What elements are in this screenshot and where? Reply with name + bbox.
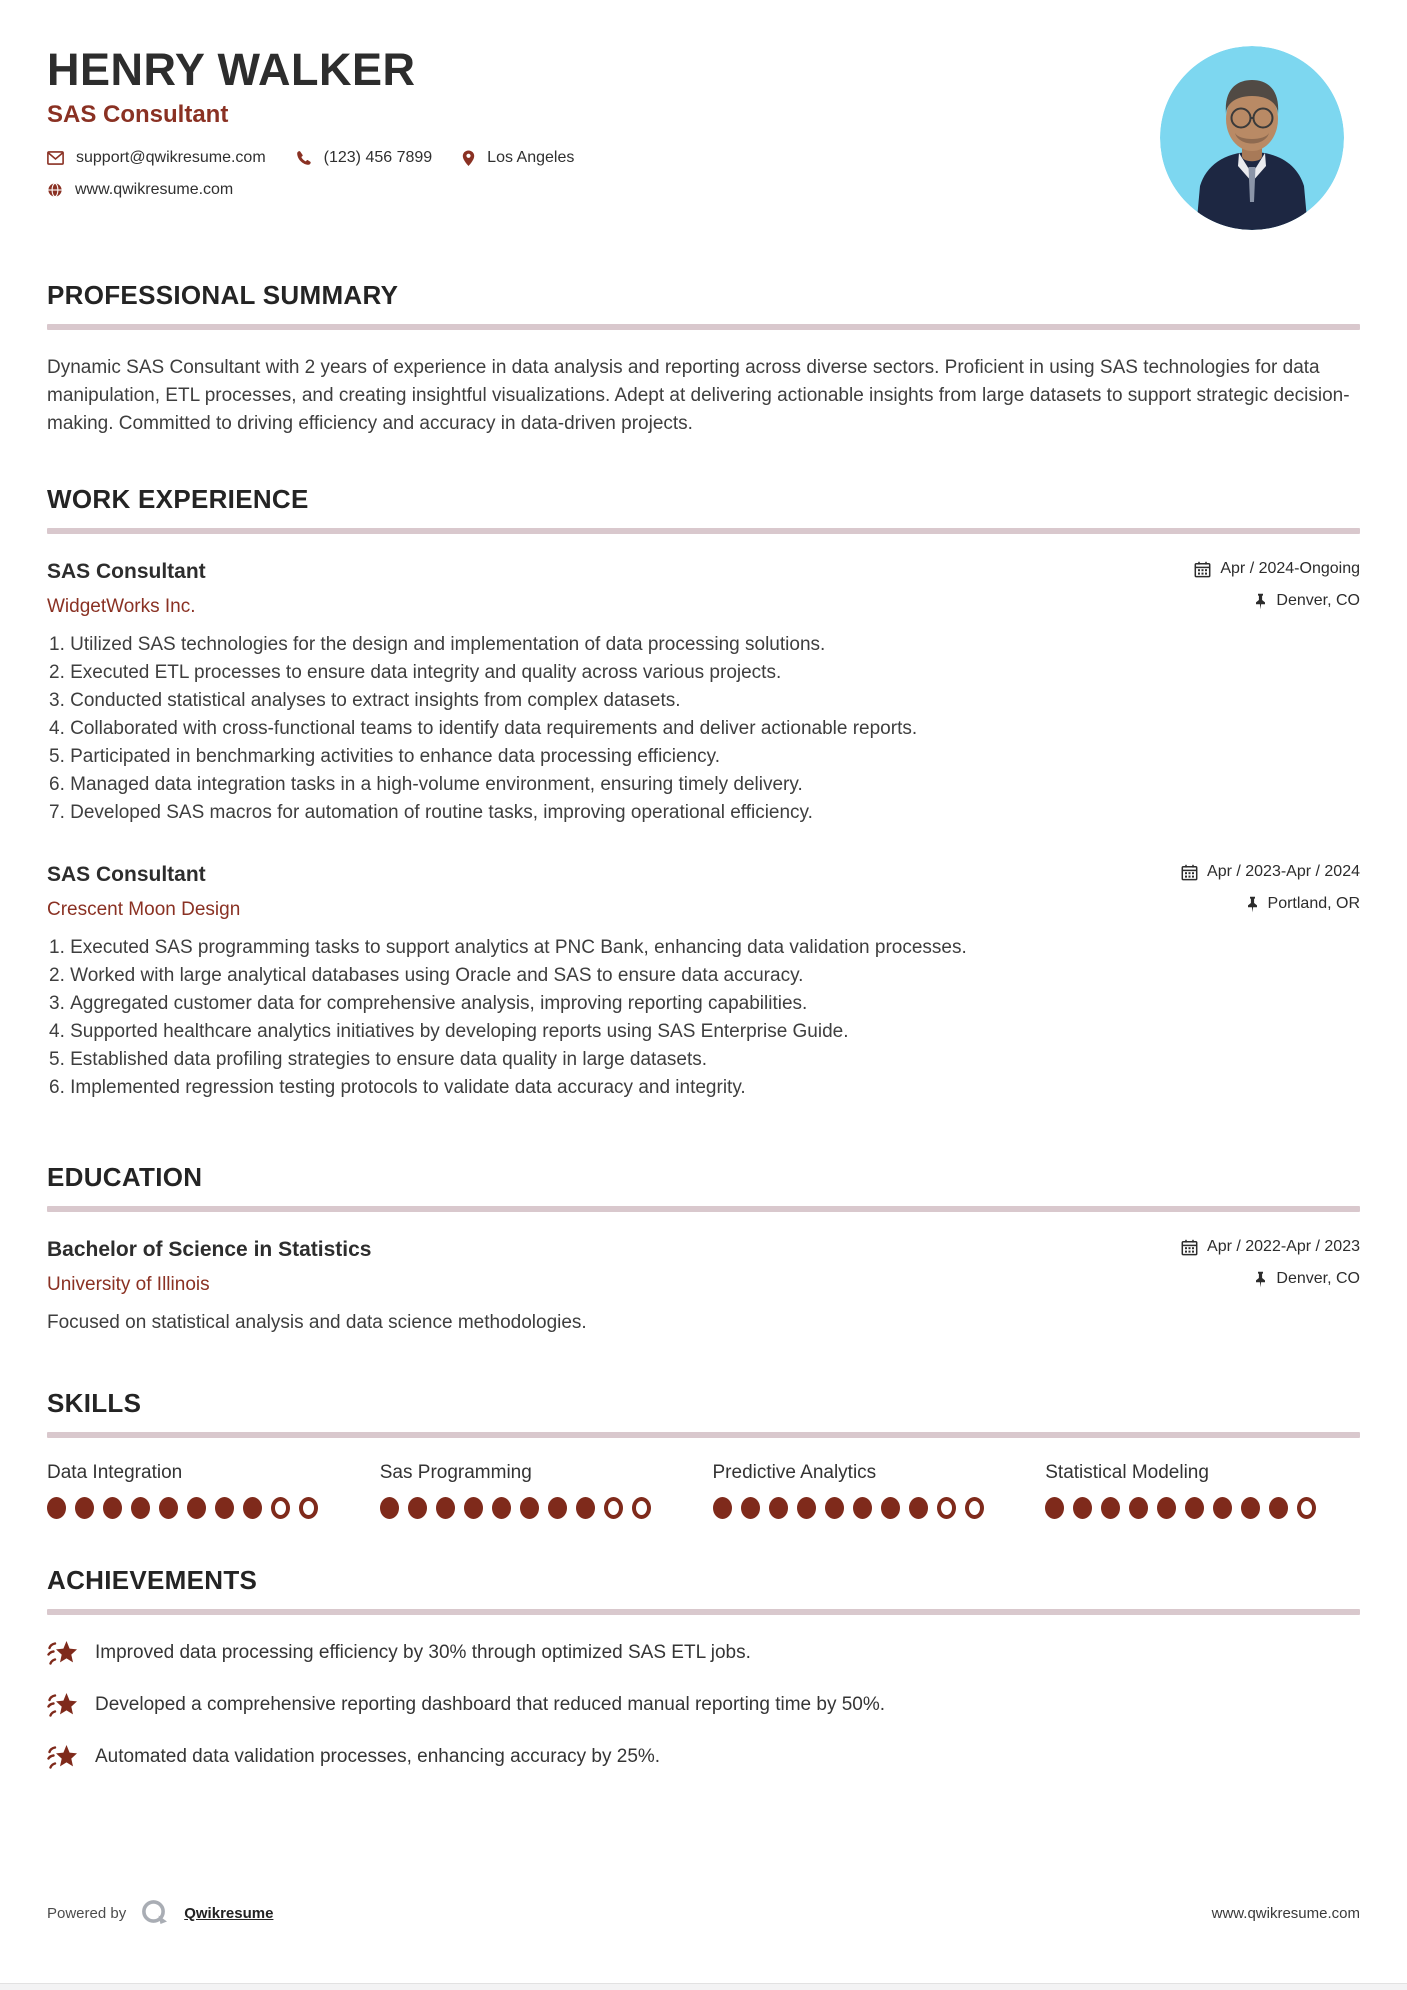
section-skills — [47, 1388, 1360, 1519]
rating-dot-filled — [103, 1497, 122, 1519]
star-badge-icon — [47, 1639, 78, 1667]
achievement-text: Developed a comprehensive reporting dashboard that reduced manual reporting time by 50%. — [95, 1694, 886, 1715]
rating-dot-filled — [131, 1497, 150, 1519]
education-heading: EDUCATION — [47, 1162, 203, 1192]
section-education — [47, 1162, 1360, 1334]
job-company: Crescent Moon Design — [47, 899, 241, 920]
education-meta — [1181, 1238, 1360, 1288]
rating-dot-empty — [937, 1497, 956, 1519]
task-item: 4. Supported healthcare analytics initiatives by developing reports using SAS Enterprise Guide. — [49, 1021, 1360, 1042]
skill-data-integration — [47, 1462, 362, 1519]
profile-photo — [1160, 46, 1344, 230]
heading-rule — [47, 1432, 1360, 1438]
rating-dot-empty — [604, 1497, 623, 1519]
qwikresume-link[interactable]: Qwikresume — [184, 1904, 274, 1922]
rating-dot-filled — [159, 1497, 178, 1519]
education-location — [1181, 1270, 1360, 1288]
rating-dot-filled — [1129, 1497, 1148, 1519]
job-dates — [1181, 863, 1360, 881]
job-dates-text: Apr / 2023-Apr / 2024 — [1207, 863, 1360, 880]
section-experience — [47, 484, 1360, 1098]
achievement-row — [47, 1743, 1360, 1771]
education-location-text: Denver, CO — [1276, 1270, 1360, 1287]
task-item: 3. Aggregated customer data for comprehensive analysis, improving reporting capabilities. — [49, 993, 1360, 1014]
contact-row-1 — [47, 149, 574, 167]
person-job-title: SAS Consultant — [47, 101, 229, 129]
rating-dot-filled — [548, 1497, 567, 1519]
job-2-meta — [1181, 863, 1360, 913]
rating-dot-filled — [464, 1497, 483, 1519]
rating-dot-filled — [492, 1497, 511, 1519]
rating-dot-filled — [215, 1497, 234, 1519]
job-title: SAS Consultant — [47, 863, 206, 886]
experience-heading: WORK EXPERIENCE — [47, 484, 309, 514]
degree-title: Bachelor of Science in Statistics — [47, 1238, 372, 1261]
task-item: 7. Developed SAS macros for automation of routine tasks, improving operational efficiency. — [49, 802, 1360, 823]
pushpin-icon — [1246, 896, 1259, 913]
footer — [47, 1898, 1360, 1928]
job-company: WidgetWorks Inc. — [47, 596, 196, 617]
rating-dot-filled — [380, 1497, 399, 1519]
rating-dot-filled — [1073, 1497, 1092, 1519]
calendar-icon — [1194, 561, 1211, 578]
achievement-text: Automated data validation processes, enhancing accuracy by 25%. — [95, 1746, 661, 1767]
skill-name: Predictive Analytics — [712, 1462, 877, 1483]
rating-dot-filled — [408, 1497, 427, 1519]
skill-name: Sas Programming — [379, 1462, 532, 1483]
education-left — [47, 1238, 371, 1296]
rating-dot-filled — [436, 1497, 455, 1519]
header-info — [47, 46, 574, 199]
heading-rule — [47, 324, 1360, 330]
contact-email — [47, 149, 266, 167]
heading-rule — [47, 1206, 1360, 1212]
task-item: 1. Executed SAS programming tasks to support analytics at PNC Bank, enhancing data validation processes. — [49, 937, 1360, 958]
task-item: 2. Worked with large analytical databases using Oracle and SAS to ensure data accuracy. — [49, 965, 1360, 986]
summary-text: Dynamic SAS Consultant with 2 years of experience in data analysis and reporting across diverse sectors. Proficient in using SAS technologies for data manipulation, ETL processes, and creating insightful visualizations. Adept at delivering actionable insights from large datasets to support strategic decision-making. Committed to driving efficiency and accuracy in data-driven projects. — [47, 357, 1350, 434]
pushpin-icon — [1254, 1271, 1267, 1288]
task-item: 6. Managed data integration tasks in a high-volume environment, ensuring timely delivery. — [49, 774, 1360, 795]
rating-dot-filled — [520, 1497, 539, 1519]
star-badge-icon — [47, 1691, 78, 1719]
job-location — [1181, 895, 1360, 913]
education-dates-text: Apr / 2022-Apr / 2023 — [1207, 1238, 1360, 1255]
footer-brand-group — [47, 1898, 273, 1928]
powered-by-label: Powered by — [47, 1904, 127, 1922]
section-achievements — [47, 1565, 1360, 1771]
rating-dot-filled — [576, 1497, 595, 1519]
email-text: support@qwikresume.com — [76, 149, 266, 167]
job-location-text: Portland, OR — [1267, 895, 1360, 912]
rating-dot-empty — [271, 1497, 290, 1519]
location-text: Los Angeles — [487, 149, 575, 167]
job-entry-2 — [47, 863, 1360, 1098]
contact-website — [47, 181, 233, 199]
education-dates — [1181, 1238, 1360, 1256]
job-location — [1194, 592, 1360, 610]
skill-rating — [380, 1497, 695, 1519]
skills-heading: SKILLS — [47, 1388, 142, 1418]
rating-dot-empty — [299, 1497, 318, 1519]
person-name: HENRY WALKER — [47, 44, 416, 95]
job-entry-1 — [47, 560, 1360, 823]
contact-phone — [296, 149, 433, 167]
rating-dot-filled — [187, 1497, 206, 1519]
skill-rating — [47, 1497, 362, 1519]
rating-dot-filled — [1101, 1497, 1120, 1519]
skill-rating — [713, 1497, 1028, 1519]
footer-site-url: www.qwikresume.com — [1211, 1904, 1360, 1922]
heading-rule — [47, 528, 1360, 534]
skills-grid — [47, 1462, 1360, 1519]
skill-rating — [1045, 1497, 1360, 1519]
phone-icon — [296, 150, 312, 166]
task-item: 6. Implemented regression testing protocols to validate data accuracy and integrity. — [49, 1077, 1360, 1098]
contact-location — [462, 149, 574, 167]
calendar-icon — [1181, 1239, 1198, 1256]
header — [0, 0, 1407, 230]
rating-dot-filled — [1045, 1497, 1064, 1519]
task-item: 5. Participated in benchmarking activities to enhance data processing efficiency. — [49, 746, 1360, 767]
rating-dot-filled — [1157, 1497, 1176, 1519]
achievement-row — [47, 1639, 1360, 1667]
heading-rule — [47, 1609, 1360, 1615]
achievements-heading: ACHIEVEMENTS — [47, 1565, 258, 1595]
contact-row-2 — [47, 181, 574, 199]
job-task-list — [47, 937, 1360, 1098]
school-name: University of Illinois — [47, 1274, 210, 1295]
job-2-left — [47, 863, 240, 921]
q-logo-icon — [140, 1898, 170, 1928]
phone-text: (123) 456 7899 — [323, 149, 433, 167]
rating-dot-filled — [909, 1497, 928, 1519]
achievement-text: Improved data processing efficiency by 30% through optimized SAS ETL jobs. — [95, 1642, 751, 1663]
rating-dot-filled — [853, 1497, 872, 1519]
rating-dot-filled — [741, 1497, 760, 1519]
section-summary — [47, 280, 1360, 438]
rating-dot-empty — [965, 1497, 984, 1519]
job-location-text: Denver, CO — [1276, 592, 1360, 609]
rating-dot-filled — [825, 1497, 844, 1519]
rating-dot-filled — [881, 1497, 900, 1519]
skill-sas-programming — [380, 1462, 695, 1519]
rating-dot-filled — [243, 1497, 262, 1519]
education-description: Focused on statistical analysis and data science methodologies. — [47, 1312, 587, 1333]
rating-dot-filled — [1269, 1497, 1288, 1519]
rating-dot-empty — [1297, 1497, 1316, 1519]
job-task-list — [47, 634, 1360, 823]
rating-dot-filled — [713, 1497, 732, 1519]
rating-dot-filled — [1241, 1497, 1260, 1519]
skill-predictive-analytics — [713, 1462, 1028, 1519]
task-item: 5. Established data profiling strategies to ensure data quality in large datasets. — [49, 1049, 1360, 1070]
rating-dot-filled — [1213, 1497, 1232, 1519]
star-badge-icon — [47, 1743, 78, 1771]
pushpin-icon — [1254, 593, 1267, 610]
envelope-icon — [47, 151, 64, 165]
website-text: www.qwikresume.com — [75, 181, 234, 199]
task-item: 2. Executed ETL processes to ensure data integrity and quality across various projects. — [49, 662, 1360, 683]
achievement-row — [47, 1691, 1360, 1719]
summary-heading: PROFESSIONAL SUMMARY — [47, 280, 399, 310]
globe-icon — [47, 182, 63, 198]
job-dates — [1194, 560, 1360, 578]
calendar-icon — [1181, 864, 1198, 881]
job-1-meta — [1194, 560, 1360, 610]
skill-statistical-modeling — [1045, 1462, 1360, 1519]
task-item: 4. Collaborated with cross-functional teams to identify data requirements and deliver actionable reports. — [49, 718, 1360, 739]
bottom-strip — [0, 1983, 1407, 1990]
job-dates-text: Apr / 2024-Ongoing — [1220, 560, 1360, 577]
task-item: 3. Conducted statistical analyses to extract insights from complex datasets. — [49, 690, 1360, 711]
skill-name: Statistical Modeling — [1045, 1462, 1209, 1483]
skill-name: Data Integration — [47, 1462, 183, 1483]
job-1-left — [47, 560, 206, 618]
rating-dot-filled — [47, 1497, 66, 1519]
rating-dot-filled — [797, 1497, 816, 1519]
rating-dot-filled — [769, 1497, 788, 1519]
map-pin-icon — [462, 150, 475, 167]
job-title: SAS Consultant — [47, 560, 206, 583]
education-entry — [47, 1238, 1360, 1334]
rating-dot-filled — [75, 1497, 94, 1519]
rating-dot-empty — [632, 1497, 651, 1519]
task-item: 1. Utilized SAS technologies for the design and implementation of data processing solutions. — [49, 634, 1360, 655]
rating-dot-filled — [1185, 1497, 1204, 1519]
